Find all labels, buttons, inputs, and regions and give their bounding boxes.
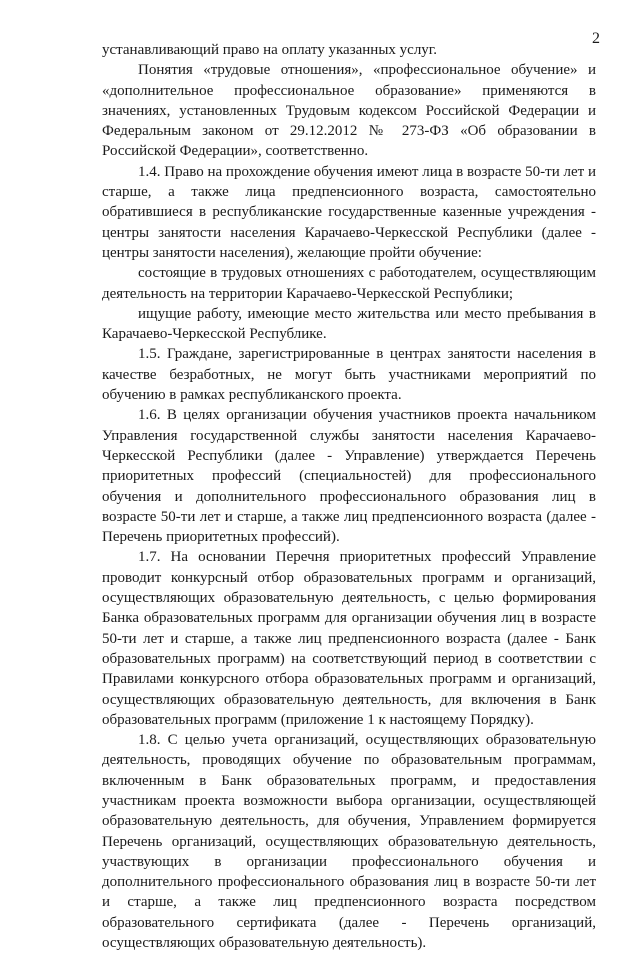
paragraph-continuation: устанавливающий право на оплату указанных услуг.	[102, 42, 438, 58]
paragraph-definitions: Понятия «трудовые отношения», «профессиональное обучение» и «дополнительное профессиональное образование» применяются в значениях, установленных Трудовым кодексом Российской Федерации и Федеральным законом от 29.12.2012 № 273-ФЗ «Об образовании в Российской Федерации», соответственно.	[102, 62, 596, 160]
paragraph-1-6: 1.6. В целях организации обучения участников проекта начальником Управления государственной службы занятости населения Карачаево-Черкесской Республики (далее - Управление) утверждается Перечень приоритетных профессий (специальностей) для профессионального обучения и дополнительного профессионального образования лиц в возрасте 50-ти лет и старше, а также лиц предпенсионного возраста (далее - Перечень приоритетных профессий).	[102, 407, 596, 546]
paragraph-job-seekers: ищущие работу, имеющие место жительства или место пребывания в Карачаево-Черкесской Республике.	[102, 305, 596, 343]
document-body	[102, 40, 596, 953]
page-number: 2	[592, 30, 600, 47]
paragraph-1-5: 1.5. Граждане, зарегистрированные в центрах занятости населения в качестве безработных, не могут быть участниками мероприятий по обучению в рамках республиканского проекта.	[102, 346, 596, 404]
paragraph-employed: состоящие в трудовых отношениях с работодателем, осуществляющим деятельность на территории Карачаево-Черкесской Республики;	[102, 265, 596, 302]
paragraph-1-7: 1.7. На основании Перечня приоритетных профессий Управление проводит конкурсный отбор образовательных программ и организаций, осуществляющих образовательную деятельность, с целью формирования Банка образовательных программ для организации обучения лиц в возрасте 50-ти лет и старше, а также лиц предпенсионного возраста (далее - Банк образовательных программ) на соответствующий период в соответствии с Правилами конкурсного отбора образовательных программ и организаций, осуществляющих образовательную деятельность, для включения в Банк образовательных программ (приложение 1 к настоящему Порядку).	[102, 549, 596, 728]
paragraph-1-4: 1.4. Право на прохождение обучения имеют лица в возрасте 50-ти лет и старше, а также лица предпенсионного возраста, самостоятельно обратившиеся в республиканские государственные казенные учреждения - центры занятости населения Карачаево-Черкесской Республики (далее - центры занятости населения), желающие пройти обучение:	[102, 163, 596, 261]
paragraph-1-8: 1.8. С целью учета организаций, осуществляющих образовательную деятельность, проводящих обучение по образовательным программам, включенным в Банк образовательных программ, и предоставления участникам проекта возможности выбора организации, осуществляющей образовательную деятельность, для обучения, Управлением формируется Перечень организаций, осуществляющих образовательную деятельность, участвующих в организации профессионального обучения и дополнительного профессионального образования лиц в возрасте 50-ти лет и старше, а также лиц предпенсионного возраста посредством образовательного сертификата (далее - Перечень организаций, осуществляющих образовательную деятельность).	[102, 732, 596, 952]
